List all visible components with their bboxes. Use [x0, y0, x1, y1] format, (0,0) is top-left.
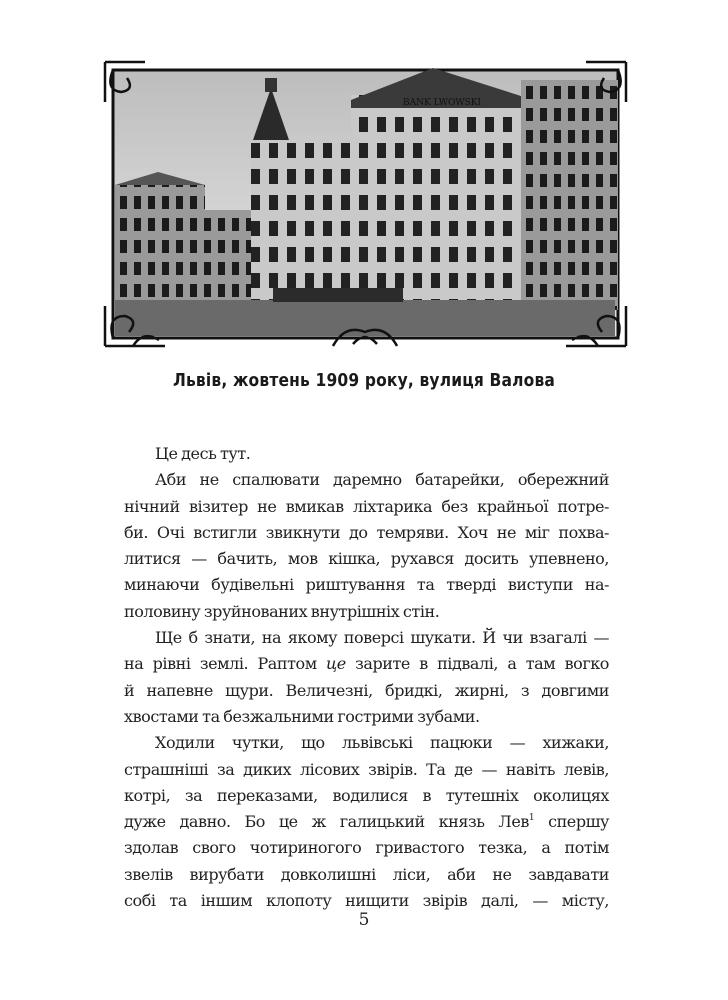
text-span: зарите в підвалі, а там вогко [345, 654, 609, 674]
text-line: би. Очі встигли звикнути до темряви. Хоч не міг похва- [124, 522, 609, 542]
text-line [124, 651, 609, 677]
chapter-title: Львів, жовтень 1909 року, вулиця Валова [172, 370, 556, 391]
text-line: здолав свого чотириногого гривастого тезка, а потім [124, 838, 609, 858]
text-line: Ходили чутки, що львівські пацюки — хижаки, [155, 733, 609, 753]
bank-sign: BANK LWOWSKI [403, 98, 482, 108]
text-span: дуже давно. Бо це ж галицький князь Лев [124, 812, 529, 832]
text-line: половину зруйнованих внутрішніх стін. [124, 601, 440, 621]
footnote-marker[interactable]: 1 [528, 813, 535, 824]
text-line: литися — бачить, мов кішка, рухався досить упевнено, [124, 549, 609, 569]
text-line: Це десь тут. [155, 444, 251, 463]
text-line: собі та іншим клопоту нищити звірів далі, — місту, [124, 891, 609, 911]
page-number: 5 [358, 910, 370, 930]
text-span: на рівні землі. Раптом [124, 654, 327, 674]
text-line: звелів вирубати довколишні ліси, аби не завдавати [124, 864, 609, 884]
text-line: минаючи будівельні риштування та тверді виступи на- [124, 575, 609, 595]
text-line: страшніші за диких лісових звірів. Та де — навіть левів, [124, 759, 609, 779]
illustration-lviv-street-photo [103, 60, 628, 348]
text-line: й напевне щури. Величезні, бридкі, жирні, з довгими [124, 680, 609, 700]
text-span: спершу [534, 812, 610, 832]
text-line: Ще б знати, на якому поверсі шукати. Й чи взагалі — [155, 628, 609, 648]
text-line: котрі, за переказами, водилися в тутешніх околицях [124, 785, 609, 805]
text-line [124, 809, 609, 835]
body-text [124, 441, 609, 914]
emphasis-text: це [326, 654, 346, 674]
bank-building [351, 68, 618, 310]
text-line: хвостами та безжальними гострими зубами. [124, 706, 480, 726]
text-line: нічний візитер не вмикав ліхтарика без крайньої потре- [124, 496, 609, 516]
text-line: Аби не спалювати даремно батарейки, обережний [155, 470, 609, 490]
